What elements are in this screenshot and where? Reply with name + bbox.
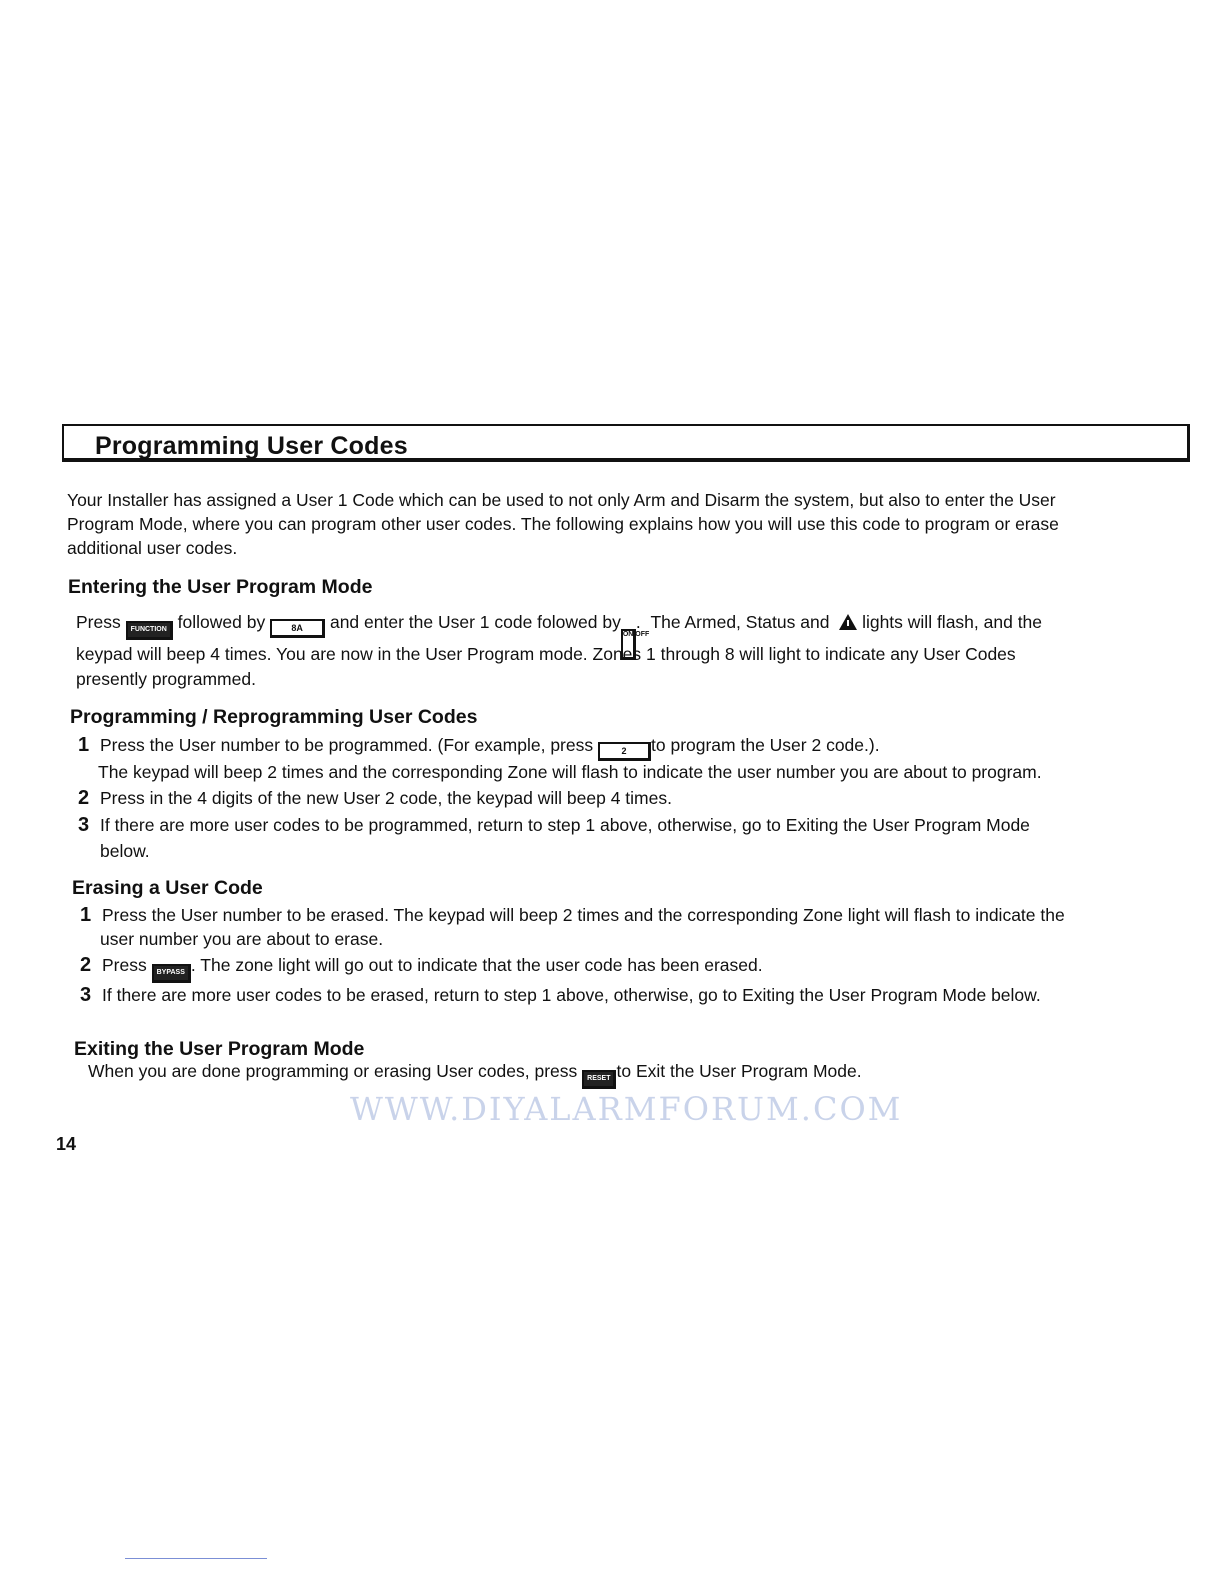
function-key-icon: FUNCTION [126, 621, 173, 640]
bypass-key-icon: BYPASS [152, 964, 191, 983]
entering-line-2: keypad will beep 4 times. You are now in the User Program mode. Zones 1 through 8 will light to indicate any User Codes [76, 644, 1016, 664]
section-title: Programming User Codes [95, 432, 408, 460]
section-title-box [62, 424, 1190, 462]
page-number: 14 [56, 1134, 77, 1154]
followed-by-text: followed by [177, 612, 266, 632]
programming-heading: Programming / Reprogramming User Codes [70, 706, 478, 728]
on-off-key-icon: ON OFF [621, 629, 636, 660]
step-text: . The zone light will go out to indicate that the user code has been erased. [190, 955, 763, 975]
programming-step-3-cont: below. [100, 841, 150, 861]
reset-key-icon: RESET [582, 1070, 616, 1089]
programming-step-3 [78, 814, 1030, 837]
step-text: Press the User number to be erased. The keypad will beep 2 times and the corresponding Zone light will flash to indicate the [102, 905, 1065, 925]
step-text: Press in the 4 digits of the new User 2 code, the keypad will beep 4 times. [100, 788, 672, 808]
exiting-text-end: to Exit the User Program Mode. [616, 1061, 862, 1081]
entering-line-1: Press FUNCTION followed by 8A and enter the User 1 code folowed byON OFF. The Armed, Status and lights will flash, and the [76, 612, 1042, 660]
alert-triangle-icon [839, 614, 857, 630]
programming-step-1 [78, 734, 880, 761]
key-2-icon: 2 [598, 742, 651, 761]
erasing-step-1-cont: user number you are about to erase. [100, 929, 384, 949]
intro-line-2: Program Mode, where you can program other user codes. The following explains how you will use this code to program or erase [67, 514, 1059, 534]
step-number: 1 [78, 734, 90, 756]
entering-line-3: presently programmed. [76, 669, 256, 689]
exiting-heading: Exiting the User Program Mode [74, 1038, 365, 1060]
exiting-text: When you are done programming or erasing User codes, press [88, 1061, 578, 1081]
enter-text: and enter the User 1 code folowed by [329, 612, 621, 632]
armed-text: The Armed, Status and [650, 612, 830, 632]
key-8a-icon: 8A [270, 619, 325, 638]
programming-step-2 [78, 787, 672, 810]
step-number: 2 [78, 787, 90, 809]
erasing-step-2 [80, 954, 763, 983]
press-text: Press [76, 612, 121, 632]
press-text: Press [102, 955, 147, 975]
erasing-step-1 [80, 904, 1065, 927]
intro-line-1: Your Installer has assigned a User 1 Code which can be used to not only Arm and Disarm the system, but also to enter the User [67, 490, 1056, 510]
programming-step-1-cont: The keypad will beep 2 times and the corresponding Zone will flash to indicate the user number you are about to program. [98, 762, 1042, 782]
intro-paragraph [67, 488, 1192, 560]
step-number: 3 [80, 984, 92, 1006]
step-text: If there are more user codes to be programmed, return to step 1 above, otherwise, go to Exiting the User Program Mode [100, 815, 1030, 835]
step-number: 2 [80, 954, 92, 976]
exiting-line [88, 1061, 862, 1089]
step-number: 3 [78, 814, 90, 836]
step-text: If there are more user codes to be erased, return to step 1 above, otherwise, go to Exiting the User Program Mode below. [102, 985, 1041, 1005]
erasing-heading: Erasing a User Code [72, 877, 263, 899]
step-text: Press the User number to be programmed. (For example, press [100, 735, 594, 755]
lights-text: lights will flash, and the [862, 612, 1043, 632]
intro-line-3: additional user codes. [67, 538, 238, 558]
step-number: 1 [80, 904, 92, 926]
entering-heading: Entering the User Program Mode [68, 576, 373, 598]
decorative-underline [125, 1558, 267, 1559]
watermark: WWW.DIYALARMFORUM.COM [350, 1090, 903, 1128]
erasing-step-3 [80, 984, 1041, 1007]
step-text: to program the User 2 code.). [651, 735, 880, 755]
